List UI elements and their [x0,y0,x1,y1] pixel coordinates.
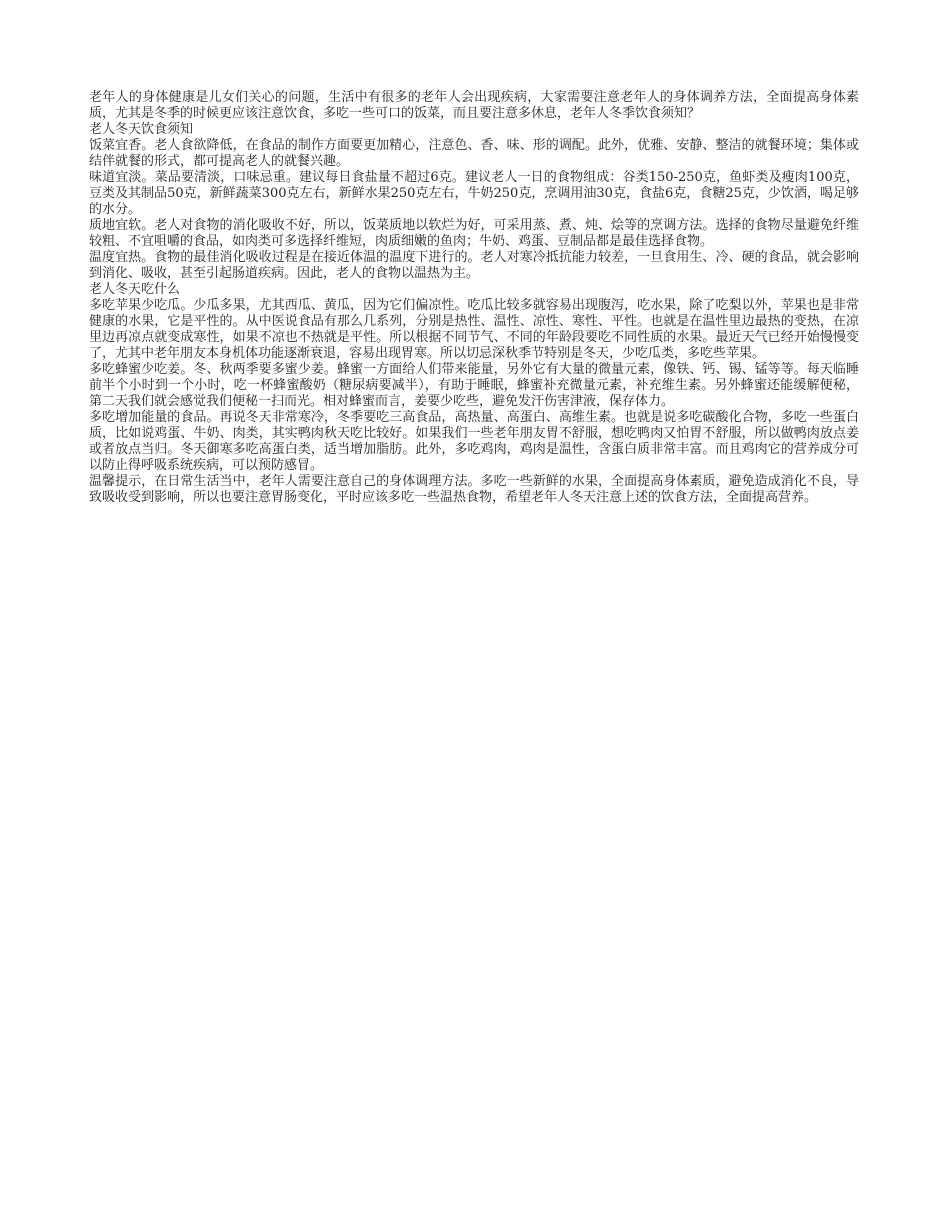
paragraph-tips: 温馨提示，在日常生活当中，老年人需要注意自己的身体调理方法。多吃一些新鲜的水果，全面提高身体素质，避免造成消化不良，导致吸收受到影响，所以也要注意胃肠变化，平时应该多吃一些温热食物，希望老年人冬天注意上述的饮食方法，全面提高营养。 [89,474,859,505]
paragraph-aroma: 饭菜宜香。老人食欲降低，在食品的制作方面要更加精心，注意色、香、味、形的调配。此外，优雅、安静、整洁的就餐环境；集体或结伴就餐的形式，都可提高老人的就餐兴趣。 [89,138,859,169]
paragraph-warm-temperature: 温度宜热。食物的最佳消化吸收过程是在接近体温的温度下进行的。老人对寒冷抵抗能力较差，一旦食用生、冷、硬的食品，就会影响到消化、吸收，甚至引起肠道疾病。因此，老人的食物以温热为主。 [89,250,859,281]
paragraph-apples: 多吃苹果少吃瓜。少瓜多果，尤其西瓜、黄瓜，因为它们偏凉性。吃瓜比较多就容易出现腹泻，吃水果，除了吃梨以外，苹果也是非常健康的水果，它是平性的。从中医说食品有那么几系列，分别是热性、温性、凉性、寒性、平性。也就是在温性里边最热的变热，在凉里边再凉点就变成寒性，如果不凉也不热就是平性。所以根据不同节气、不同的年龄段要吃不同性质的水果。最近天气已经开始慢慢变了，尤其中老年朋友本身机体功能逐渐衰退，容易出现胃寒。所以切忌深秋季节特别是冬天，少吃瓜类，多吃些苹果。 [89,298,859,361]
article-body [89,90,859,506]
paragraph-energy-foods: 多吃增加能量的食品。再说冬天非常寒冷，冬季要吃三高食品，高热量、高蛋白、高维生素。也就是说多吃碳酸化合物，多吃一些蛋白质，比如说鸡蛋、牛奶、肉类，其实鸭肉秋天吃比较好。如果我们一些老年朋友胃不舒服，想吃鸭肉又怕胃不舒服，所以做鸭肉放点姜或者放点当归。冬天御寒多吃高蛋白类，适当增加脂肪。此外，多吃鸡肉，鸡肉是温性，含蛋白质非常丰富。而且鸡肉它的营养成分可以防止得呼吸系统疾病，可以预防感冒。 [89,410,859,473]
section-heading-what-to-eat: 老人冬天吃什么 [89,282,181,297]
paragraph-soft-texture: 质地宜软。老人对食物的消化吸收不好，所以，饭菜质地以软烂为好，可采用蒸、煮、炖、烩等的烹调方法。选择的食物尽量避免纤维较粗、不宜咀嚼的食品，如肉类可多选择纤维短，肉质细嫩的鱼肉；牛奶、鸡蛋、豆制品都是最佳选择食物。 [89,218,859,249]
paragraph-light-taste: 味道宜淡。菜品要清淡，口味忌重。建议每日食盐量不超过6克。建议老人一日的食物组成：谷类150-250克，鱼虾类及瘦肉100克，豆类及其制品50克，新鲜蔬菜300克左右，新鲜水果250克左右，牛奶250克，烹调用油30克，食盐6克，食糖25克，少饮酒，喝足够的水分。 [89,170,859,217]
section-heading-winter-diet-tips: 老人冬天饮食须知 [89,122,194,137]
paragraph-honey: 多吃蜂蜜少吃姜。冬、秋两季要多蜜少姜。蜂蜜一方面给人们带来能量，另外它有大量的微量元素，像铁、钙、锡、锰等等。每天临睡前半个小时到一个小时，吃一杯蜂蜜酸奶（糖尿病要减半），有助于睡眠，蜂蜜补充微量元素，补充维生素。另外蜂蜜还能缓解便秘，第二天我们就会感觉我们便秘一扫而光。相对蜂蜜而言，姜要少吃些，避免发汗伤害津液，保存体力。 [89,362,859,409]
intro-paragraph: 老年人的身体健康是儿女们关心的问题，生活中有很多的老年人会出现疾病，大家需要注意老年人的身体调养方法，全面提高身体素质，尤其是冬季的时候更应该注意饮食，多吃一些可口的饭菜，而且要注意多休息，老年人冬季饮食须知？ [89,90,859,121]
